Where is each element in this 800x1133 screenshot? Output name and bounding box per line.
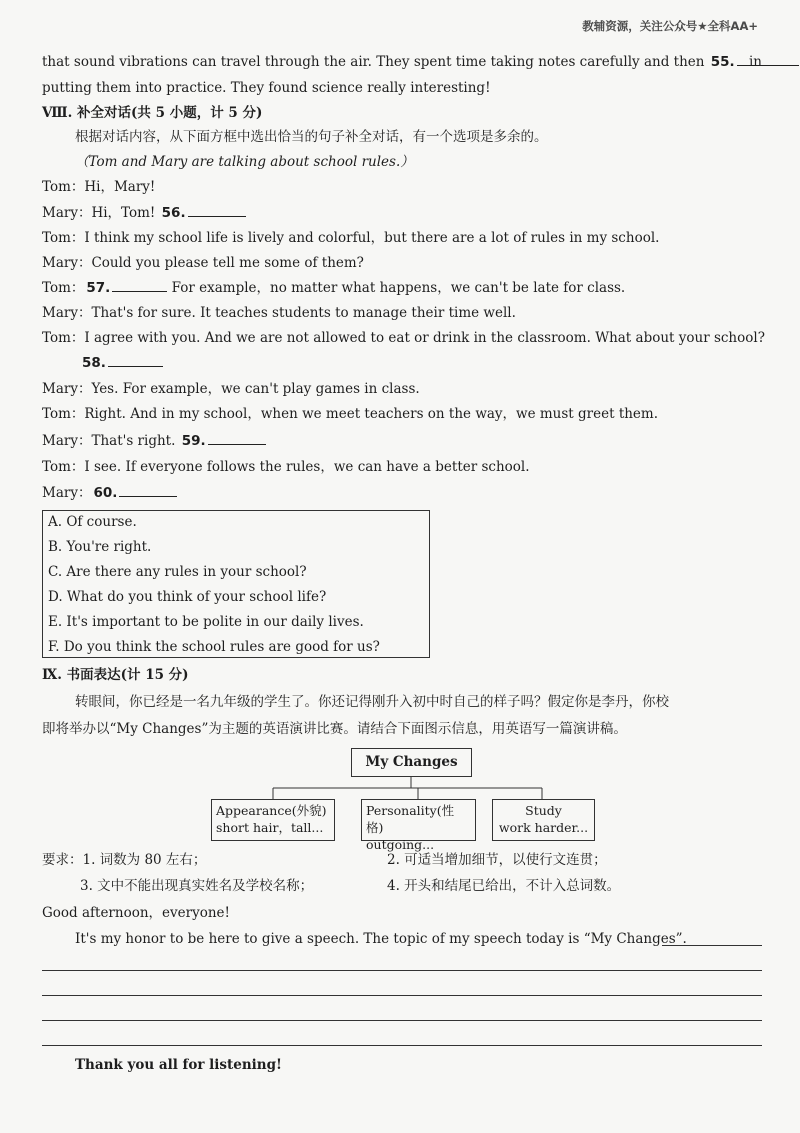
dialogue-line: Tom：I think my school life is lively and colorful，but there are a lot of rules in my school.	[42, 230, 660, 246]
dialogue-line	[42, 484, 762, 502]
option-b: B. You're right.	[48, 539, 152, 555]
question-number-56: 56.	[161, 205, 186, 221]
dialogue-context: （Tom and Mary are talking about school rules.）	[75, 154, 414, 170]
watermark-text: 教辅资源，关注公众号★全科AA+	[582, 19, 758, 33]
writing-line[interactable]	[42, 1020, 762, 1021]
node-title: Appearance(外貌)	[216, 803, 327, 818]
node-detail: work harder...	[498, 820, 589, 835]
dialogue-text: Mary：That's right.	[42, 433, 176, 449]
writing-line[interactable]	[42, 970, 762, 971]
dialogue-line: Tom：I see. If everyone follows the rules，we can have a better school.	[42, 459, 530, 475]
writing-line[interactable]	[662, 945, 762, 946]
dialogue-line: Tom：I agree with you. And we are not allowed to eat or drink in the classroom. What about your school?	[42, 330, 765, 346]
answer-blank-56[interactable]	[188, 204, 246, 217]
answer-blank-59[interactable]	[208, 432, 266, 445]
dialogue-text: For example，no matter what happens，we can't be late for class.	[171, 280, 626, 296]
diagram-root-node: My Changes	[351, 748, 472, 777]
option-f: F. Do you think the school rules are good for us?	[48, 639, 380, 655]
dialogue-line: Mary：That's for sure. It teaches students to manage their time well.	[42, 305, 516, 321]
requirement-2: 2. 可适当增加细节，以使行文连贯；	[387, 852, 607, 868]
requirement-1: 要求：1. 词数为 80 左右；	[42, 852, 207, 868]
dialogue-text: Mary：Hi，Tom!	[42, 205, 156, 221]
option-e: E. It's important to be polite in our daily lives.	[48, 614, 364, 630]
dialogue-text: Mary：	[42, 485, 92, 501]
speech-opening-sentence: It's my honor to be here to give a speech. The topic of my speech today is “My Changes”.	[75, 931, 687, 947]
dialogue-line	[42, 204, 762, 222]
writing-line[interactable]	[42, 995, 762, 996]
passage-line-2: putting them into practice. They found science really interesting!	[42, 80, 491, 96]
passage-line-1	[42, 53, 762, 71]
dialogue-text: Tom：	[42, 280, 85, 296]
dialogue-line	[80, 354, 762, 372]
speech-closing: Thank you all for listening!	[75, 1057, 282, 1073]
node-detail: short hair，tall...	[216, 820, 324, 835]
diagram-node-appearance	[211, 799, 335, 841]
option-c: C. Are there any rules in your school?	[48, 564, 307, 580]
node-title: Study	[525, 803, 562, 818]
requirement-3: 3. 文中不能出现真实姓名及学校名称；	[80, 878, 314, 894]
question-number-59: 59.	[181, 433, 206, 449]
speech-opening-greeting: Good afternoon，everyone!	[42, 905, 230, 921]
writing-prompt-line-1: 转眼间，你已经是一名九年级的学生了。你还记得刚升入初中时自己的样子吗？假定你是李丹，你校	[75, 694, 669, 710]
passage-text: that sound vibrations can travel through the air. They spent time taking notes carefully and then	[42, 54, 705, 70]
question-number-57: 57.	[86, 280, 111, 296]
option-d: D. What do you think of your school life?	[48, 589, 327, 605]
diagram-node-study	[492, 799, 595, 841]
answer-blank-58[interactable]	[108, 354, 163, 367]
node-detail: outgoing...	[366, 837, 435, 852]
section-8-instruction: 根据对话内容，从下面方框中选出恰当的句子补全对话，有一个选项是多余的。	[75, 129, 548, 145]
option-a: A. Of course.	[48, 514, 137, 530]
section-9-title: Ⅸ. 书面表达(计 15 分)	[42, 667, 189, 683]
answer-blank-55[interactable]	[737, 53, 799, 66]
question-number-58: 58.	[82, 355, 106, 371]
answer-blank-57[interactable]	[112, 279, 167, 292]
dialogue-line: Tom：Right. And in my school，when we meet teachers on the way，we must greet them.	[42, 406, 659, 422]
requirement-4: 4. 开头和结尾已给出，不计入总词数。	[387, 878, 621, 894]
dialogue-line: Tom：Hi，Mary!	[42, 179, 156, 195]
question-number-60: 60.	[93, 485, 118, 501]
node-title: Personality(性格)	[366, 803, 455, 835]
dialogue-line: Mary：Yes. For example，we can't play games in class.	[42, 381, 420, 397]
section-8-title: Ⅷ. 补全对话(共 5 小题，计 5 分)	[42, 105, 263, 121]
diagram-node-personality	[361, 799, 476, 852]
dialogue-line: Mary：Could you please tell me some of them?	[42, 255, 364, 271]
question-number-55: 55.	[710, 54, 735, 70]
answer-blank-60[interactable]	[119, 484, 177, 497]
dialogue-line	[42, 279, 762, 297]
options-box	[42, 510, 430, 658]
passage-text-end: in	[748, 54, 762, 70]
dialogue-line	[42, 432, 762, 450]
writing-line[interactable]	[42, 1045, 762, 1046]
writing-prompt-line-2: 即将举办以“My Changes”为主题的英语演讲比赛。请结合下面图示信息，用英语写一篇演讲稿。	[42, 721, 627, 737]
